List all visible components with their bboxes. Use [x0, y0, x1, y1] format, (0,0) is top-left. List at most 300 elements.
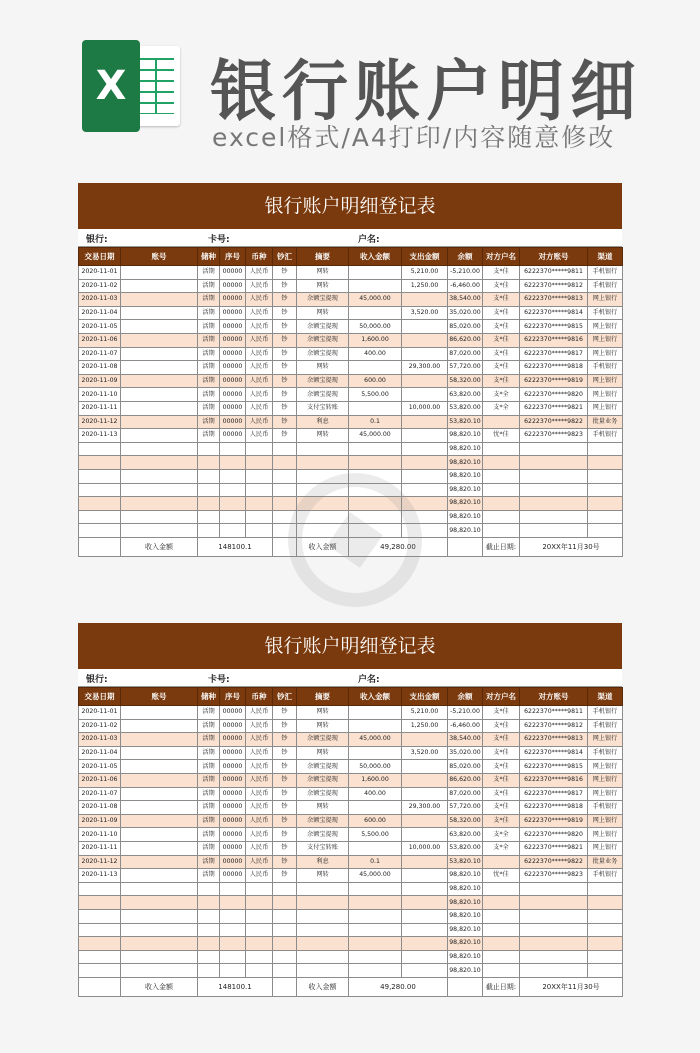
cell-date[interactable] — [79, 456, 121, 470]
cell-balance[interactable]: 98,820.10 — [448, 869, 483, 883]
cell-income[interactable] — [349, 442, 402, 456]
cell-income[interactable]: 45,000.00 — [349, 293, 402, 307]
cell-account[interactable] — [121, 746, 198, 760]
cell-date[interactable]: 2020-11-06 — [79, 333, 121, 347]
cell-expense[interactable] — [402, 456, 448, 470]
cell-currency[interactable]: 人民币 — [246, 746, 273, 760]
cell-date[interactable] — [79, 923, 121, 937]
cell-expense[interactable] — [402, 964, 448, 978]
cell-deposit-type[interactable] — [198, 510, 220, 524]
cell-serial[interactable]: 00000 — [220, 787, 246, 801]
cell-account[interactable] — [121, 773, 198, 787]
cell-cash-remit[interactable]: 钞 — [273, 293, 297, 307]
cell-balance[interactable]: 58,320.00 — [448, 374, 483, 388]
cell-counterparty-name[interactable]: 忧*佳 — [483, 869, 520, 883]
cell-income[interactable] — [349, 401, 402, 415]
cell-cash-remit[interactable]: 钞 — [273, 388, 297, 402]
cell-currency[interactable]: 人民币 — [246, 388, 273, 402]
cell-counterparty-name[interactable]: 支*佳 — [483, 374, 520, 388]
cell-expense[interactable] — [402, 442, 448, 456]
cell-income[interactable] — [349, 456, 402, 470]
cell-balance[interactable]: 98,820.10 — [448, 950, 483, 964]
cell-deposit-type[interactable] — [198, 524, 220, 538]
cell-currency[interactable] — [246, 469, 273, 483]
cell-counterparty-name[interactable]: 支*佳 — [483, 320, 520, 334]
cell-serial[interactable] — [220, 442, 246, 456]
cell-balance[interactable]: 98,820.10 — [448, 909, 483, 923]
cell-serial[interactable] — [220, 882, 246, 896]
cell-summary[interactable]: 网转 — [297, 706, 349, 720]
cell-cash-remit[interactable]: 钞 — [273, 733, 297, 747]
cell-counterparty-account[interactable]: 6222370*****9819 — [520, 374, 588, 388]
cell-balance[interactable]: -5,210.00 — [448, 266, 483, 280]
cell-account[interactable] — [121, 964, 198, 978]
cell-counterparty-name[interactable]: 支*佳 — [483, 293, 520, 307]
cell-date[interactable]: 2020-11-02 — [79, 279, 121, 293]
cell-counterparty-name[interactable] — [483, 469, 520, 483]
cell-channel[interactable]: 网上银行 — [588, 773, 623, 787]
cell-expense[interactable] — [402, 787, 448, 801]
cell-account[interactable] — [121, 361, 198, 375]
cell-currency[interactable]: 人民币 — [246, 828, 273, 842]
cell-deposit-type[interactable]: 活期 — [198, 347, 220, 361]
cell-counterparty-account[interactable]: 6222370*****9816 — [520, 773, 588, 787]
cell-serial[interactable]: 00000 — [220, 706, 246, 720]
cell-currency[interactable]: 人民币 — [246, 374, 273, 388]
cell-date[interactable]: 2020-11-05 — [79, 760, 121, 774]
cell-counterparty-account[interactable]: 6222370*****9815 — [520, 320, 588, 334]
cell-account[interactable] — [121, 524, 198, 538]
cell-summary[interactable] — [297, 964, 349, 978]
cell-serial[interactable]: 00000 — [220, 429, 246, 443]
cell-channel[interactable]: 网上银行 — [588, 828, 623, 842]
cell-counterparty-account[interactable] — [520, 882, 588, 896]
cell-account[interactable] — [121, 429, 198, 443]
cell-expense[interactable] — [402, 869, 448, 883]
cell-channel[interactable] — [588, 964, 623, 978]
cell-counterparty-account[interactable] — [520, 469, 588, 483]
cell-expense[interactable] — [402, 923, 448, 937]
cell-summary[interactable]: 余额宝提现 — [297, 733, 349, 747]
cell-currency[interactable]: 人民币 — [246, 733, 273, 747]
cell-expense[interactable]: 5,210.00 — [402, 266, 448, 280]
cell-currency[interactable] — [246, 964, 273, 978]
cell-counterparty-name[interactable]: 支*佳 — [483, 814, 520, 828]
cell-summary[interactable] — [297, 497, 349, 511]
cell-account[interactable] — [121, 388, 198, 402]
cell-balance[interactable]: 38,540.00 — [448, 293, 483, 307]
cell-serial[interactable]: 00000 — [220, 841, 246, 855]
cell-currency[interactable]: 人民币 — [246, 347, 273, 361]
cell-cash-remit[interactable]: 钞 — [273, 266, 297, 280]
cell-deposit-type[interactable]: 活期 — [198, 333, 220, 347]
cell-counterparty-name[interactable]: 支*全 — [483, 401, 520, 415]
cell-date[interactable] — [79, 896, 121, 910]
cell-date[interactable]: 2020-11-07 — [79, 347, 121, 361]
cell-summary[interactable]: 余额宝提现 — [297, 388, 349, 402]
cell-channel[interactable]: 手机银行 — [588, 719, 623, 733]
cell-channel[interactable]: 手机银行 — [588, 279, 623, 293]
cell-deposit-type[interactable] — [198, 909, 220, 923]
cell-deposit-type[interactable]: 活期 — [198, 293, 220, 307]
cell-currency[interactable]: 人民币 — [246, 293, 273, 307]
cell-deposit-type[interactable] — [198, 923, 220, 937]
cell-income[interactable]: 45,000.00 — [349, 733, 402, 747]
cell-counterparty-name[interactable]: 支*佳 — [483, 361, 520, 375]
cell-deposit-type[interactable]: 活期 — [198, 374, 220, 388]
cell-cash-remit[interactable]: 钞 — [273, 306, 297, 320]
cell-channel[interactable] — [588, 510, 623, 524]
cell-expense[interactable] — [402, 469, 448, 483]
cell-expense[interactable] — [402, 388, 448, 402]
cell-currency[interactable]: 人民币 — [246, 266, 273, 280]
cell-date[interactable]: 2020-11-12 — [79, 855, 121, 869]
cell-income[interactable]: 1,600.00 — [349, 773, 402, 787]
cell-currency[interactable]: 人民币 — [246, 415, 273, 429]
cell-currency[interactable]: 人民币 — [246, 706, 273, 720]
cell-serial[interactable] — [220, 469, 246, 483]
cell-account[interactable] — [121, 828, 198, 842]
cell-cash-remit[interactable] — [273, 896, 297, 910]
cell-currency[interactable] — [246, 896, 273, 910]
cell-deposit-type[interactable]: 活期 — [198, 706, 220, 720]
cell-counterparty-account[interactable]: 6222370*****9820 — [520, 388, 588, 402]
cell-summary[interactable] — [297, 882, 349, 896]
cell-account[interactable] — [121, 909, 198, 923]
cell-counterparty-name[interactable]: 支*佳 — [483, 773, 520, 787]
cell-deposit-type[interactable]: 活期 — [198, 841, 220, 855]
cell-deposit-type[interactable]: 活期 — [198, 306, 220, 320]
cell-cash-remit[interactable]: 钞 — [273, 828, 297, 842]
cell-deposit-type[interactable] — [198, 950, 220, 964]
cell-balance[interactable]: 98,820.10 — [448, 442, 483, 456]
cell-balance[interactable]: 86,620.00 — [448, 773, 483, 787]
cell-income[interactable] — [349, 964, 402, 978]
cell-counterparty-name[interactable]: 支*全 — [483, 841, 520, 855]
cell-deposit-type[interactable]: 活期 — [198, 733, 220, 747]
cell-channel[interactable] — [588, 442, 623, 456]
cell-counterparty-name[interactable]: 支*佳 — [483, 787, 520, 801]
cell-cash-remit[interactable] — [273, 497, 297, 511]
cell-income[interactable]: 50,000.00 — [349, 320, 402, 334]
cell-account[interactable] — [121, 320, 198, 334]
cell-counterparty-name[interactable]: 支*佳 — [483, 733, 520, 747]
cell-counterparty-name[interactable] — [483, 456, 520, 470]
cell-income[interactable]: 45,000.00 — [349, 429, 402, 443]
cell-account[interactable] — [121, 706, 198, 720]
cell-channel[interactable]: 网上银行 — [588, 760, 623, 774]
cell-account[interactable] — [121, 923, 198, 937]
cell-expense[interactable]: 29,300.00 — [402, 361, 448, 375]
cell-date[interactable] — [79, 964, 121, 978]
cell-counterparty-account[interactable] — [520, 923, 588, 937]
cell-counterparty-name[interactable]: 支*佳 — [483, 306, 520, 320]
cell-account[interactable] — [121, 469, 198, 483]
cell-cash-remit[interactable]: 钞 — [273, 706, 297, 720]
cell-cash-remit[interactable]: 钞 — [273, 429, 297, 443]
cell-channel[interactable]: 手机银行 — [588, 801, 623, 815]
cell-counterparty-name[interactable]: 支*全 — [483, 388, 520, 402]
cell-serial[interactable]: 00000 — [220, 719, 246, 733]
cell-date[interactable] — [79, 483, 121, 497]
cell-channel[interactable]: 网上银行 — [588, 388, 623, 402]
cell-serial[interactable] — [220, 909, 246, 923]
cell-currency[interactable]: 人民币 — [246, 333, 273, 347]
cell-counterparty-name[interactable]: 支*佳 — [483, 719, 520, 733]
cell-deposit-type[interactable]: 活期 — [198, 266, 220, 280]
cell-counterparty-account[interactable]: 6222370*****9815 — [520, 760, 588, 774]
cell-account[interactable] — [121, 719, 198, 733]
cell-cash-remit[interactable] — [273, 909, 297, 923]
cell-balance[interactable]: 63,820.00 — [448, 828, 483, 842]
cell-channel[interactable]: 手机银行 — [588, 266, 623, 280]
cell-cash-remit[interactable]: 钞 — [273, 814, 297, 828]
cell-summary[interactable] — [297, 524, 349, 538]
cell-expense[interactable] — [402, 333, 448, 347]
cell-date[interactable]: 2020-11-13 — [79, 869, 121, 883]
cell-deposit-type[interactable] — [198, 964, 220, 978]
cell-deposit-type[interactable] — [198, 442, 220, 456]
cell-income[interactable] — [349, 937, 402, 951]
cell-deposit-type[interactable]: 活期 — [198, 415, 220, 429]
cell-deposit-type[interactable] — [198, 456, 220, 470]
cell-serial[interactable]: 00000 — [220, 773, 246, 787]
cell-deposit-type[interactable] — [198, 882, 220, 896]
cell-counterparty-name[interactable] — [483, 923, 520, 937]
cell-serial[interactable]: 00000 — [220, 760, 246, 774]
cell-date[interactable] — [79, 469, 121, 483]
cell-summary[interactable]: 余额宝提现 — [297, 828, 349, 842]
cell-expense[interactable]: 3,520.00 — [402, 306, 448, 320]
cell-date[interactable] — [79, 909, 121, 923]
cell-summary[interactable]: 网转 — [297, 279, 349, 293]
cell-serial[interactable] — [220, 524, 246, 538]
cell-income[interactable] — [349, 279, 402, 293]
cell-account[interactable] — [121, 347, 198, 361]
cell-channel[interactable] — [588, 497, 623, 511]
cell-balance[interactable]: 98,820.10 — [448, 882, 483, 896]
cell-summary[interactable] — [297, 909, 349, 923]
cell-counterparty-account[interactable]: 6222370*****9817 — [520, 347, 588, 361]
cell-expense[interactable]: 3,520.00 — [402, 746, 448, 760]
cell-expense[interactable]: 29,300.00 — [402, 801, 448, 815]
cell-summary[interactable]: 余额宝提现 — [297, 787, 349, 801]
cell-date[interactable] — [79, 510, 121, 524]
cell-account[interactable] — [121, 510, 198, 524]
cell-income[interactable] — [349, 361, 402, 375]
cell-serial[interactable] — [220, 510, 246, 524]
cell-currency[interactable] — [246, 483, 273, 497]
cell-deposit-type[interactable]: 活期 — [198, 760, 220, 774]
cell-date[interactable]: 2020-11-08 — [79, 801, 121, 815]
cell-deposit-type[interactable]: 活期 — [198, 429, 220, 443]
cell-cash-remit[interactable] — [273, 950, 297, 964]
cell-income[interactable] — [349, 923, 402, 937]
cell-currency[interactable]: 人民币 — [246, 401, 273, 415]
cell-balance[interactable]: 98,820.10 — [448, 524, 483, 538]
cell-deposit-type[interactable] — [198, 896, 220, 910]
cell-channel[interactable]: 网上银行 — [588, 333, 623, 347]
cell-expense[interactable] — [402, 896, 448, 910]
cell-counterparty-account[interactable]: 6222370*****9812 — [520, 719, 588, 733]
cell-currency[interactable] — [246, 882, 273, 896]
cell-counterparty-name[interactable] — [483, 497, 520, 511]
cell-summary[interactable]: 支付宝转账 — [297, 841, 349, 855]
cell-balance[interactable]: 87,020.00 — [448, 347, 483, 361]
cell-cash-remit[interactable] — [273, 442, 297, 456]
cell-serial[interactable]: 00000 — [220, 333, 246, 347]
cell-summary[interactable]: 余额宝提现 — [297, 333, 349, 347]
cell-currency[interactable]: 人民币 — [246, 306, 273, 320]
cell-counterparty-account[interactable]: 6222370*****9818 — [520, 361, 588, 375]
cell-expense[interactable] — [402, 524, 448, 538]
cell-account[interactable] — [121, 950, 198, 964]
cell-currency[interactable] — [246, 456, 273, 470]
cell-serial[interactable] — [220, 923, 246, 937]
cell-date[interactable]: 2020-11-04 — [79, 306, 121, 320]
cell-currency[interactable] — [246, 497, 273, 511]
cell-cash-remit[interactable]: 钞 — [273, 801, 297, 815]
cell-counterparty-account[interactable]: 6222370*****9811 — [520, 706, 588, 720]
cell-account[interactable] — [121, 896, 198, 910]
cell-date[interactable]: 2020-11-06 — [79, 773, 121, 787]
cell-counterparty-account[interactable] — [520, 896, 588, 910]
cell-counterparty-account[interactable] — [520, 510, 588, 524]
cell-balance[interactable]: 98,820.10 — [448, 964, 483, 978]
cell-account[interactable] — [121, 483, 198, 497]
cell-deposit-type[interactable] — [198, 497, 220, 511]
cell-deposit-type[interactable]: 活期 — [198, 746, 220, 760]
cell-income[interactable]: 400.00 — [349, 347, 402, 361]
cell-serial[interactable] — [220, 937, 246, 951]
cell-summary[interactable] — [297, 483, 349, 497]
cell-cash-remit[interactable]: 钞 — [273, 746, 297, 760]
cell-channel[interactable]: 网上银行 — [588, 841, 623, 855]
cell-counterparty-name[interactable] — [483, 524, 520, 538]
cell-deposit-type[interactable]: 活期 — [198, 361, 220, 375]
cell-summary[interactable] — [297, 510, 349, 524]
cell-income[interactable] — [349, 266, 402, 280]
cell-income[interactable] — [349, 483, 402, 497]
cell-expense[interactable]: 10,000.00 — [402, 401, 448, 415]
cell-serial[interactable] — [220, 456, 246, 470]
cell-date[interactable]: 2020-11-08 — [79, 361, 121, 375]
cell-date[interactable]: 2020-11-05 — [79, 320, 121, 334]
cell-date[interactable] — [79, 882, 121, 896]
cell-account[interactable] — [121, 841, 198, 855]
cell-summary[interactable] — [297, 456, 349, 470]
cell-income[interactable] — [349, 896, 402, 910]
cell-balance[interactable]: 98,820.10 — [448, 497, 483, 511]
cell-counterparty-name[interactable]: 支*佳 — [483, 801, 520, 815]
cell-cash-remit[interactable]: 钞 — [273, 415, 297, 429]
cell-cash-remit[interactable]: 钞 — [273, 787, 297, 801]
cell-expense[interactable] — [402, 733, 448, 747]
cell-serial[interactable]: 00000 — [220, 801, 246, 815]
cell-income[interactable] — [349, 882, 402, 896]
cell-currency[interactable]: 人民币 — [246, 801, 273, 815]
cell-counterparty-account[interactable]: 6222370*****9821 — [520, 401, 588, 415]
cell-balance[interactable]: 98,820.10 — [448, 429, 483, 443]
cell-expense[interactable] — [402, 497, 448, 511]
cell-deposit-type[interactable]: 活期 — [198, 814, 220, 828]
cell-account[interactable] — [121, 415, 198, 429]
cell-account[interactable] — [121, 333, 198, 347]
cell-account[interactable] — [121, 787, 198, 801]
cell-serial[interactable]: 00000 — [220, 388, 246, 402]
cell-counterparty-name[interactable] — [483, 855, 520, 869]
cell-date[interactable]: 2020-11-03 — [79, 733, 121, 747]
cell-currency[interactable]: 人民币 — [246, 773, 273, 787]
cell-serial[interactable] — [220, 964, 246, 978]
cell-counterparty-account[interactable] — [520, 964, 588, 978]
cell-summary[interactable]: 网转 — [297, 306, 349, 320]
cell-counterparty-account[interactable]: 6222370*****9816 — [520, 333, 588, 347]
cell-counterparty-account[interactable]: 6222370*****9823 — [520, 429, 588, 443]
cell-account[interactable] — [121, 869, 198, 883]
cell-summary[interactable]: 余额宝提现 — [297, 320, 349, 334]
cell-balance[interactable]: 57,720.00 — [448, 801, 483, 815]
cell-balance[interactable]: -6,460.00 — [448, 719, 483, 733]
cell-channel[interactable]: 手机银行 — [588, 746, 623, 760]
cell-counterparty-account[interactable] — [520, 909, 588, 923]
cell-channel[interactable] — [588, 896, 623, 910]
cell-balance[interactable]: 53,820.00 — [448, 401, 483, 415]
cell-cash-remit[interactable]: 钞 — [273, 347, 297, 361]
cell-currency[interactable]: 人民币 — [246, 760, 273, 774]
cell-date[interactable] — [79, 442, 121, 456]
cell-income[interactable] — [349, 706, 402, 720]
cell-account[interactable] — [121, 760, 198, 774]
cell-counterparty-account[interactable] — [520, 483, 588, 497]
cell-income[interactable] — [349, 950, 402, 964]
cell-account[interactable] — [121, 374, 198, 388]
cell-channel[interactable]: 批量业务 — [588, 855, 623, 869]
cell-counterparty-account[interactable]: 6222370*****9819 — [520, 814, 588, 828]
cell-cash-remit[interactable] — [273, 510, 297, 524]
cell-counterparty-name[interactable]: 支*佳 — [483, 333, 520, 347]
cell-date[interactable]: 2020-11-04 — [79, 746, 121, 760]
cell-account[interactable] — [121, 882, 198, 896]
cell-deposit-type[interactable]: 活期 — [198, 719, 220, 733]
cell-summary[interactable]: 余额宝提现 — [297, 374, 349, 388]
cell-counterparty-name[interactable]: 支*全 — [483, 828, 520, 842]
cell-counterparty-account[interactable]: 6222370*****9811 — [520, 266, 588, 280]
cell-summary[interactable] — [297, 923, 349, 937]
cell-summary[interactable]: 网转 — [297, 869, 349, 883]
cell-counterparty-account[interactable]: 6222370*****9814 — [520, 306, 588, 320]
cell-channel[interactable] — [588, 909, 623, 923]
cell-income[interactable] — [349, 719, 402, 733]
cell-currency[interactable]: 人民币 — [246, 841, 273, 855]
cell-counterparty-name[interactable]: 支*佳 — [483, 347, 520, 361]
cell-account[interactable] — [121, 266, 198, 280]
cell-cash-remit[interactable] — [273, 964, 297, 978]
cell-serial[interactable]: 00000 — [220, 401, 246, 415]
cell-date[interactable] — [79, 524, 121, 538]
cell-currency[interactable]: 人民币 — [246, 855, 273, 869]
cell-serial[interactable]: 00000 — [220, 828, 246, 842]
cell-counterparty-account[interactable]: 6222370*****9817 — [520, 787, 588, 801]
cell-deposit-type[interactable]: 活期 — [198, 855, 220, 869]
cell-currency[interactable]: 人民币 — [246, 429, 273, 443]
cell-expense[interactable] — [402, 950, 448, 964]
cell-cash-remit[interactable] — [273, 882, 297, 896]
cell-summary[interactable]: 余额宝提现 — [297, 347, 349, 361]
cell-counterparty-name[interactable] — [483, 909, 520, 923]
cell-summary[interactable]: 利息 — [297, 855, 349, 869]
cell-counterparty-account[interactable] — [520, 937, 588, 951]
